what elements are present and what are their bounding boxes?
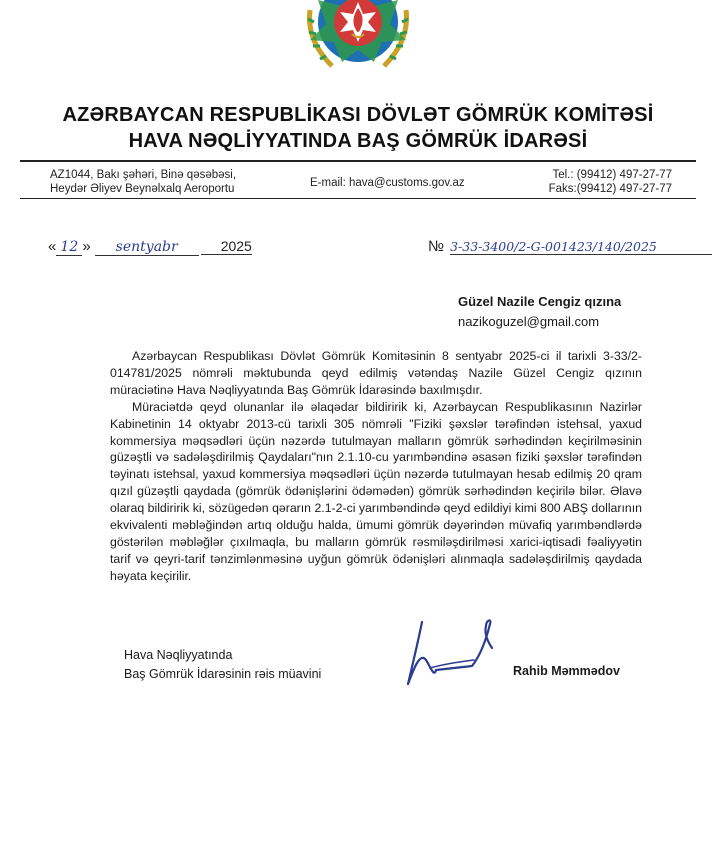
letter-body: [110, 348, 642, 585]
header-divider-top: [20, 160, 696, 162]
recipient-name: Güzel Nazile Cengiz qızına: [458, 294, 622, 309]
department-title: HAVA NƏQLİYYATINDA BAŞ GÖMRÜK İDARƏSİ: [128, 130, 588, 152]
reference-number: [428, 238, 712, 255]
signer-name: Rahib Məmmədov: [513, 664, 620, 678]
address-line: Heydər Əliyev Beynəlxalq Aeroportu: [50, 183, 235, 195]
state-emblem-icon: [302, 0, 414, 72]
date-day: 12: [56, 239, 82, 256]
letter-date: [48, 238, 252, 256]
handwritten-signature-icon: [400, 612, 500, 692]
date-month: sentyabr: [95, 239, 199, 256]
phone-block: [549, 168, 672, 196]
body-paragraph: Azərbaycan Respublikası Dövlət Gömrük Komitəsinin 8 sentyabr 2025-ci il tarixli 3-33/2-014781/2025 nömrəli məktubunda qeyd edilmiş vətəndaş Nazile Güzel Cengiz qızının müraciətinə Hava Nəqliyyatında Baş Gömrük İdarəsində baxılmışdır.: [110, 349, 642, 397]
date-year: 2025: [201, 238, 252, 255]
date-close-quote: »: [82, 238, 91, 255]
position-line: Baş Gömrük İdarəsinin rəis müavini: [124, 666, 322, 681]
number-label: №: [428, 238, 445, 255]
date-open-quote: «: [48, 238, 57, 255]
address-line: AZ1044, Bakı şəhəri, Binə qəsəbəsi,: [50, 169, 237, 181]
body-paragraph: Müraciətdə qeyd olunanlar ilə əlaqədar bildiririk ki, Azərbaycan Respublikasının Nazirlər Kabinetinin 14 oktyabr 2013-cü tarixli 305 nömrəli "Fiziki şəxslər tərəfindən istehsal, yaxud kommersiya məqsədləri üçün nəzərdə tutulmayan malların gömrük sərhədindən keçirilməsinin güzəştli və sadələşdirilmiş Qaydaları"nın 2.1.10-cu yarımbəndinə əsasən fiziki şəxslər tərəfindən təyinatı istehsal, yaxud kommersiya məqsədləri üçün nəzərdə tutulmayan hesab edilmiş 20 qram qızıl güzəştli qaydada (gömrük ödənişlərini ödəmədən) gömrük sərhədindən keçirilə bilər. Əlavə olaraq bildiririk ki, sözügedən qərarın 2.1-2-ci yarımbəndində qeyd edildiyi kimi 800 ABŞ dollarının ekvivalenti məbləğindən artıq olduğu halda, ümumi gömrük dəyərindən müvafiq yarımbəndlərdə göstərilən məbləğlər çıxılmaqla, bu malların gömrük rəsmiləşdirilməsi xarici-iqtisadi fəaliyyətin tarif və qeyri-tarif tənzimlənməsinə uyğun gömrük ödənişləri alınmaqla sadələşdirilmiş qaydada həyata keçirilir.: [110, 399, 642, 583]
address-block: [50, 168, 236, 196]
signatory-position: [124, 646, 321, 683]
email-contact: E-mail: hava@customs.gov.az: [310, 177, 465, 189]
organization-title: AZƏRBAYCAN RESPUBLİKASI DÖVLƏT GÖMRÜK KOMİTƏSİ: [62, 104, 654, 126]
fax-number: Faks:(99412) 497-27-77: [548, 183, 672, 195]
header-divider-bottom: [20, 198, 696, 199]
recipient-email: nazikoguzel@gmail.com: [458, 314, 600, 329]
position-line: Hava Nəqliyyatında: [124, 648, 233, 662]
phone-number: Tel.: (99412) 497-27-77: [552, 169, 672, 181]
recipient-block: [458, 292, 621, 332]
number-value: 3-33-3400/2-G-001423/140/2025: [450, 239, 712, 255]
